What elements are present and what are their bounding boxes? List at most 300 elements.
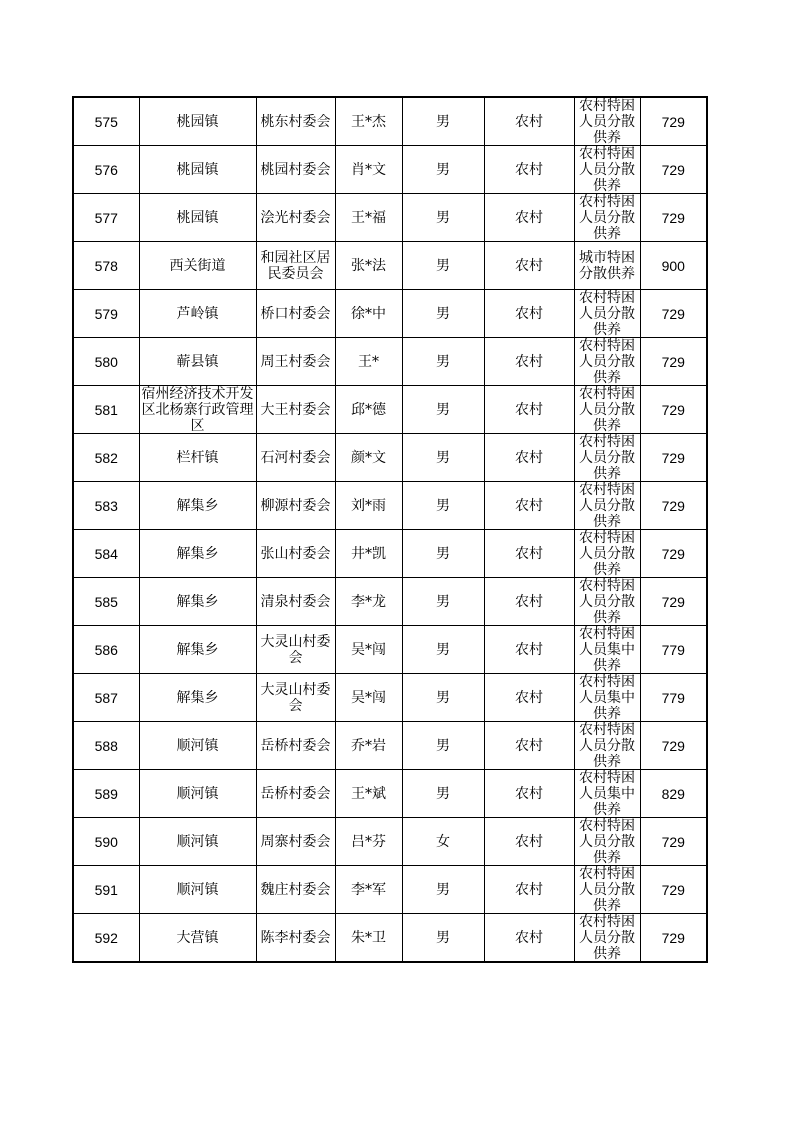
cell-town — [139, 338, 256, 386]
table-row — [73, 338, 707, 386]
cell-support-category — [574, 338, 640, 386]
cell-area-type — [484, 626, 574, 674]
cell-area-type — [484, 674, 574, 722]
cell-amount-text: 729 — [661, 209, 685, 226]
cell-person-name-text: 张*法 — [351, 257, 386, 274]
table-body — [73, 97, 707, 962]
table-row — [73, 722, 707, 770]
cell-serial-number — [73, 146, 139, 194]
cell-support-category-text: 城市特困分散供养 — [579, 249, 635, 282]
cell-area-type — [484, 482, 574, 530]
cell-area-type-text: 农村 — [515, 305, 543, 322]
cell-person-name — [335, 338, 402, 386]
table-row — [73, 914, 707, 963]
cell-amount — [640, 770, 707, 818]
cell-village — [256, 482, 335, 530]
cell-support-category-text: 农村特困人员分散供养 — [579, 866, 635, 913]
cell-area-type-text: 农村 — [515, 689, 543, 706]
cell-town-text: 顺河镇 — [176, 833, 219, 850]
cell-person-name — [335, 722, 402, 770]
cell-town-text: 大营镇 — [176, 929, 219, 946]
cell-serial-number-text: 586 — [94, 641, 118, 658]
cell-amount-text: 779 — [661, 689, 685, 706]
cell-person-name — [335, 866, 402, 914]
table-row — [73, 482, 707, 530]
cell-town — [139, 386, 256, 434]
cell-town-text: 顺河镇 — [176, 737, 219, 754]
cell-area-type-text: 农村 — [515, 497, 543, 514]
cell-person-name — [335, 482, 402, 530]
cell-serial-number — [73, 97, 139, 146]
cell-support-category-text: 农村特困人员分散供养 — [579, 290, 635, 337]
cell-amount-text: 729 — [661, 353, 685, 370]
cell-support-category — [574, 674, 640, 722]
cell-village — [256, 290, 335, 338]
assistance-table — [72, 96, 708, 963]
cell-serial-number-text: 583 — [94, 497, 118, 514]
cell-support-category — [574, 818, 640, 866]
cell-person-name-text: 肖*文 — [351, 161, 386, 178]
cell-village — [256, 914, 335, 963]
cell-gender — [402, 530, 484, 578]
cell-village — [256, 530, 335, 578]
cell-area-type-text: 农村 — [515, 785, 543, 802]
cell-amount-text: 779 — [661, 641, 685, 658]
cell-town — [139, 722, 256, 770]
cell-area-type-text: 农村 — [515, 881, 543, 898]
cell-village — [256, 722, 335, 770]
cell-serial-number-text: 587 — [94, 689, 118, 706]
cell-area-type-text: 农村 — [515, 737, 543, 754]
cell-person-name — [335, 914, 402, 963]
cell-town — [139, 626, 256, 674]
cell-village-text: 岳桥村委会 — [260, 737, 331, 754]
cell-support-category-text: 农村特困人员集中供养 — [579, 770, 635, 817]
cell-gender — [402, 338, 484, 386]
cell-gender-text: 男 — [436, 737, 450, 754]
cell-area-type — [484, 242, 574, 290]
cell-person-name-text: 乔*岩 — [351, 737, 386, 754]
cell-area-type-text: 农村 — [515, 113, 543, 130]
cell-serial-number-text: 581 — [94, 401, 118, 418]
cell-gender-text: 男 — [436, 449, 450, 466]
cell-support-category-text: 农村特困人员分散供养 — [579, 146, 635, 193]
cell-town — [139, 578, 256, 626]
cell-area-type-text: 农村 — [515, 353, 543, 370]
cell-serial-number — [73, 818, 139, 866]
cell-town — [139, 818, 256, 866]
cell-support-category — [574, 434, 640, 482]
cell-area-type — [484, 338, 574, 386]
cell-serial-number — [73, 434, 139, 482]
cell-support-category — [574, 626, 640, 674]
cell-area-type-text: 农村 — [515, 257, 543, 274]
cell-area-type — [484, 97, 574, 146]
cell-gender — [402, 482, 484, 530]
cell-person-name-text: 井*凯 — [351, 545, 386, 562]
cell-amount — [640, 290, 707, 338]
cell-village-text: 浍光村委会 — [260, 209, 331, 226]
cell-serial-number-text: 575 — [94, 113, 118, 130]
cell-town — [139, 482, 256, 530]
cell-person-name — [335, 290, 402, 338]
cell-person-name-text: 王* — [358, 353, 379, 370]
cell-gender-text: 男 — [436, 305, 450, 322]
cell-gender — [402, 914, 484, 963]
cell-village — [256, 194, 335, 242]
cell-area-type-text: 农村 — [515, 929, 543, 946]
cell-amount-text: 900 — [661, 257, 685, 274]
cell-gender-text: 男 — [436, 257, 450, 274]
cell-area-type — [484, 194, 574, 242]
cell-support-category — [574, 194, 640, 242]
cell-support-category-text: 农村特困人员分散供养 — [579, 914, 635, 961]
cell-town-text: 桃园镇 — [176, 161, 219, 178]
cell-amount-text: 829 — [661, 785, 685, 802]
cell-serial-number-text: 577 — [94, 209, 118, 226]
cell-person-name — [335, 674, 402, 722]
cell-amount — [640, 722, 707, 770]
cell-person-name-text: 颜*文 — [351, 449, 386, 466]
cell-area-type — [484, 434, 574, 482]
cell-gender-text: 男 — [436, 881, 450, 898]
cell-village — [256, 578, 335, 626]
cell-town — [139, 97, 256, 146]
cell-serial-number — [73, 530, 139, 578]
cell-gender-text: 男 — [436, 593, 450, 610]
cell-serial-number-text: 579 — [94, 305, 118, 322]
cell-amount — [640, 866, 707, 914]
cell-person-name — [335, 146, 402, 194]
cell-support-category — [574, 97, 640, 146]
cell-amount — [640, 434, 707, 482]
cell-area-type — [484, 530, 574, 578]
cell-person-name-text: 朱*卫 — [351, 929, 386, 946]
cell-amount — [640, 818, 707, 866]
table-row — [73, 97, 707, 146]
cell-person-name-text: 吴*闯 — [351, 689, 386, 706]
cell-support-category-text: 农村特困人员分散供养 — [579, 194, 635, 241]
cell-town-text: 桃园镇 — [176, 113, 219, 130]
cell-person-name — [335, 578, 402, 626]
cell-person-name-text: 吕*芬 — [351, 833, 386, 850]
cell-area-type — [484, 386, 574, 434]
cell-serial-number-text: 580 — [94, 353, 118, 370]
cell-amount-text: 729 — [661, 881, 685, 898]
cell-area-type — [484, 722, 574, 770]
cell-town — [139, 914, 256, 963]
cell-village-text: 大灵山村委会 — [260, 633, 331, 666]
cell-serial-number — [73, 578, 139, 626]
cell-serial-number — [73, 722, 139, 770]
cell-serial-number-text: 588 — [94, 737, 118, 754]
cell-support-category-text: 农村特困人员集中供养 — [579, 674, 635, 721]
cell-amount-text: 729 — [661, 737, 685, 754]
cell-gender-text: 男 — [436, 785, 450, 802]
table-row — [73, 434, 707, 482]
cell-amount — [640, 578, 707, 626]
cell-town-text: 西关街道 — [169, 257, 226, 274]
cell-person-name-text: 李*龙 — [351, 593, 386, 610]
table-row — [73, 674, 707, 722]
cell-serial-number — [73, 194, 139, 242]
cell-village — [256, 818, 335, 866]
cell-gender — [402, 97, 484, 146]
cell-town-text: 蕲县镇 — [176, 353, 219, 370]
cell-serial-number-text: 585 — [94, 593, 118, 610]
cell-gender — [402, 386, 484, 434]
cell-village — [256, 866, 335, 914]
cell-village-text: 陈李村委会 — [260, 929, 331, 946]
cell-person-name — [335, 386, 402, 434]
cell-person-name — [335, 194, 402, 242]
cell-area-type-text: 农村 — [515, 833, 543, 850]
cell-person-name-text: 王*杰 — [351, 113, 386, 130]
cell-support-category-text: 农村特困人员分散供养 — [579, 386, 635, 433]
cell-village-text: 桃园村委会 — [260, 161, 331, 178]
cell-support-category-text: 农村特困人员集中供养 — [579, 626, 635, 673]
cell-support-category-text: 农村特困人员分散供养 — [579, 722, 635, 769]
cell-person-name-text: 徐*中 — [351, 305, 386, 322]
cell-area-type — [484, 290, 574, 338]
cell-gender-text: 女 — [436, 833, 450, 850]
table-row — [73, 386, 707, 434]
cell-amount-text: 729 — [661, 545, 685, 562]
cell-town — [139, 146, 256, 194]
cell-gender-text: 男 — [436, 161, 450, 178]
cell-area-type-text: 农村 — [515, 641, 543, 658]
cell-town-text: 解集乡 — [176, 641, 219, 658]
cell-serial-number — [73, 242, 139, 290]
cell-amount — [640, 482, 707, 530]
cell-town-text: 宿州经济技术开发区北杨寨行政管理区 — [141, 386, 254, 433]
cell-amount — [640, 194, 707, 242]
cell-town-text: 芦岭镇 — [176, 305, 219, 322]
cell-support-category-text: 农村特困人员分散供养 — [579, 530, 635, 577]
cell-amount-text: 729 — [661, 929, 685, 946]
cell-serial-number-text: 592 — [94, 929, 118, 946]
cell-person-name — [335, 770, 402, 818]
cell-person-name — [335, 97, 402, 146]
cell-town — [139, 770, 256, 818]
cell-person-name — [335, 242, 402, 290]
cell-serial-number-text: 576 — [94, 161, 118, 178]
cell-area-type — [484, 770, 574, 818]
cell-serial-number-text: 589 — [94, 785, 118, 802]
cell-village-text: 柳源村委会 — [260, 497, 331, 514]
cell-support-category — [574, 386, 640, 434]
cell-village-text: 岳桥村委会 — [260, 785, 331, 802]
cell-support-category-text: 农村特困人员分散供养 — [579, 818, 635, 865]
cell-serial-number — [73, 770, 139, 818]
cell-town-text: 解集乡 — [176, 497, 219, 514]
cell-area-type-text: 农村 — [515, 209, 543, 226]
cell-support-category — [574, 530, 640, 578]
cell-village-text: 大灵山村委会 — [260, 681, 331, 714]
cell-amount — [640, 386, 707, 434]
cell-amount — [640, 97, 707, 146]
cell-person-name — [335, 530, 402, 578]
cell-village-text: 周王村委会 — [260, 353, 331, 370]
cell-village-text: 魏庄村委会 — [260, 881, 331, 898]
cell-gender-text: 男 — [436, 113, 450, 130]
cell-area-type-text: 农村 — [515, 161, 543, 178]
table-row — [73, 530, 707, 578]
cell-town — [139, 866, 256, 914]
cell-serial-number-text: 591 — [94, 881, 118, 898]
cell-support-category-text: 农村特困人员分散供养 — [579, 578, 635, 625]
cell-village — [256, 338, 335, 386]
cell-gender — [402, 194, 484, 242]
cell-amount — [640, 146, 707, 194]
cell-serial-number — [73, 866, 139, 914]
table-row — [73, 194, 707, 242]
cell-gender — [402, 722, 484, 770]
cell-amount-text: 729 — [661, 305, 685, 322]
cell-amount — [640, 338, 707, 386]
cell-amount-text: 729 — [661, 401, 685, 418]
cell-amount — [640, 242, 707, 290]
cell-gender — [402, 866, 484, 914]
cell-gender-text: 男 — [436, 401, 450, 418]
cell-support-category — [574, 914, 640, 963]
cell-village — [256, 146, 335, 194]
cell-village-text: 石河村委会 — [260, 449, 331, 466]
cell-amount-text: 729 — [661, 593, 685, 610]
cell-amount-text: 729 — [661, 161, 685, 178]
cell-gender — [402, 146, 484, 194]
cell-town-text: 解集乡 — [176, 689, 219, 706]
cell-gender-text: 男 — [436, 353, 450, 370]
cell-town-text: 桃园镇 — [176, 209, 219, 226]
cell-serial-number — [73, 626, 139, 674]
cell-support-category-text: 农村特困人员分散供养 — [579, 482, 635, 529]
table-row — [73, 242, 707, 290]
cell-town-text: 解集乡 — [176, 545, 219, 562]
cell-person-name — [335, 818, 402, 866]
cell-person-name — [335, 626, 402, 674]
cell-person-name — [335, 434, 402, 482]
table-row — [73, 290, 707, 338]
cell-town — [139, 290, 256, 338]
cell-town-text: 解集乡 — [176, 593, 219, 610]
cell-support-category-text: 农村特困人员分散供养 — [579, 338, 635, 385]
cell-village — [256, 770, 335, 818]
cell-support-category-text: 农村特困人员分散供养 — [579, 98, 635, 145]
cell-serial-number — [73, 482, 139, 530]
cell-gender — [402, 242, 484, 290]
cell-serial-number — [73, 914, 139, 963]
cell-serial-number — [73, 338, 139, 386]
cell-village-text: 桃东村委会 — [260, 113, 331, 130]
cell-area-type — [484, 914, 574, 963]
table-row — [73, 578, 707, 626]
cell-gender-text: 男 — [436, 929, 450, 946]
table-row — [73, 770, 707, 818]
cell-person-name-text: 邱*德 — [351, 401, 386, 418]
cell-support-category-text: 农村特困人员分散供养 — [579, 434, 635, 481]
cell-village — [256, 97, 335, 146]
cell-area-type-text: 农村 — [515, 449, 543, 466]
cell-person-name-text: 王*福 — [351, 209, 386, 226]
cell-serial-number-text: 578 — [94, 257, 118, 274]
cell-village-text: 桥口村委会 — [260, 305, 331, 322]
cell-amount-text: 729 — [661, 449, 685, 466]
cell-town-text: 顺河镇 — [176, 881, 219, 898]
cell-support-category — [574, 578, 640, 626]
cell-area-type — [484, 146, 574, 194]
cell-support-category — [574, 290, 640, 338]
table-row — [73, 818, 707, 866]
cell-person-name-text: 李*军 — [351, 881, 386, 898]
cell-village — [256, 434, 335, 482]
cell-area-type — [484, 818, 574, 866]
cell-gender-text: 男 — [436, 497, 450, 514]
cell-area-type-text: 农村 — [515, 401, 543, 418]
cell-serial-number-text: 582 — [94, 449, 118, 466]
cell-village — [256, 674, 335, 722]
cell-amount-text: 729 — [661, 497, 685, 514]
cell-amount — [640, 914, 707, 963]
cell-gender-text: 男 — [436, 209, 450, 226]
cell-amount-text: 729 — [661, 833, 685, 850]
cell-town — [139, 242, 256, 290]
cell-amount-text: 729 — [661, 113, 685, 130]
cell-gender-text: 男 — [436, 641, 450, 658]
cell-town — [139, 194, 256, 242]
cell-gender-text: 男 — [436, 689, 450, 706]
cell-amount — [640, 674, 707, 722]
cell-area-type-text: 农村 — [515, 545, 543, 562]
cell-town — [139, 530, 256, 578]
cell-serial-number — [73, 290, 139, 338]
cell-gender — [402, 290, 484, 338]
cell-town-text: 栏杆镇 — [176, 449, 219, 466]
cell-town-text: 顺河镇 — [176, 785, 219, 802]
cell-serial-number — [73, 674, 139, 722]
cell-support-category — [574, 722, 640, 770]
cell-support-category — [574, 242, 640, 290]
cell-gender — [402, 434, 484, 482]
cell-village — [256, 386, 335, 434]
cell-gender-text: 男 — [436, 545, 450, 562]
cell-amount — [640, 530, 707, 578]
cell-serial-number-text: 590 — [94, 833, 118, 850]
table-row — [73, 626, 707, 674]
cell-area-type — [484, 578, 574, 626]
cell-village — [256, 626, 335, 674]
cell-village-text: 清泉村委会 — [260, 593, 331, 610]
cell-support-category — [574, 482, 640, 530]
cell-support-category — [574, 146, 640, 194]
cell-gender — [402, 626, 484, 674]
cell-support-category — [574, 866, 640, 914]
cell-village-text: 大王村委会 — [260, 401, 331, 418]
cell-town — [139, 434, 256, 482]
cell-village-text: 周寨村委会 — [260, 833, 331, 850]
cell-gender — [402, 818, 484, 866]
cell-gender — [402, 770, 484, 818]
cell-gender — [402, 674, 484, 722]
cell-amount — [640, 626, 707, 674]
table-row — [73, 866, 707, 914]
cell-person-name-text: 王*斌 — [351, 785, 386, 802]
cell-serial-number — [73, 386, 139, 434]
cell-area-type — [484, 866, 574, 914]
cell-support-category — [574, 770, 640, 818]
table-row — [73, 146, 707, 194]
cell-person-name-text: 刘*雨 — [351, 497, 386, 514]
